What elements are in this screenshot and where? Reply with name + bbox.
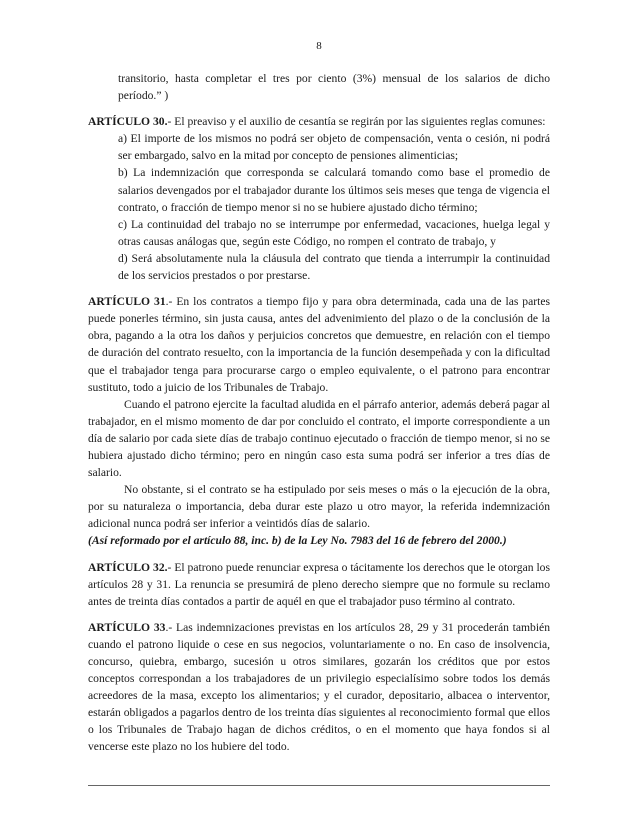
article-31 — [88, 293, 550, 549]
page-body — [88, 70, 550, 756]
article-30-heading: ARTÍCULO 30. — [88, 115, 168, 129]
article-31-reform-note: (Así reformado por el artículo 88, inc. b) de la Ley No. 7983 del 16 de febrero del 2000.) — [88, 534, 507, 548]
article-33-text: ARTÍCULO 33.- Las indemnizaciones previstas en los artículos 28, 29 y 31 procederán también cuando el patrono liquide o cese en sus negocios, voluntariamente o no. En caso de insolvencia, concurso, quiebra, embargo, sucesión u otros similares, gozarán los créditos que por estos conceptos correspondan a los trabajadores de un privilegio especialísimo sobre todos los demás acreedores de la masa, excepto los alimentarios; y el curador, depositario, albacea o interventor, estarán obligados a pagarlos dentro de los treinta días siguientes al reconocimiento formal que ellos o los Tribunales de Trabajo hagan de dichos créditos, o en el momento que haya fondos si al vencerse este plazo no los hubiere del todo. — [88, 620, 551, 754]
article-30-intro: ARTÍCULO 30.- El preaviso y el auxilio de cesantía se regirán por las siguientes reglas comunes: — [88, 115, 546, 129]
article-32-heading: ARTÍCULO 32. — [88, 560, 168, 574]
article-33-heading: ARTÍCULO 33 — [88, 620, 166, 634]
article-32-text: ARTÍCULO 32.- El patrono puede renunciar expresa o tácitamente los derechos que le otorgan los artículos 28 y 31. La renuncia se presumirá de pleno derecho siempre que no formule su reclamo antes de treinta días contados a partir de aquél en que el trabajador puso término al contrato. — [88, 560, 550, 608]
article-32 — [88, 559, 550, 610]
article-31-paragraph-3: No obstante, si el contrato se ha estipulado por seis meses o más o la ejecución de la obra, por su naturaleza o importancia, deba durar este plazo u otro mayor, la referida indemnización adicional nunca podrá ser inferior a veintidós días de salario. — [88, 483, 550, 531]
page-number: 8 — [316, 40, 322, 52]
article-30-item-d: d) Será absolutamente nula la cláusula del contrato que tienda a interrumpir la continuidad de los servicios prestados o por prestarse. — [118, 251, 550, 283]
article-30 — [88, 113, 550, 284]
article-31-heading: ARTÍCULO 31 — [88, 295, 166, 309]
article-30-item-b: b) La indemnización que corresponda se calculará tomando como base el promedio de salarios devengados por el trabajador durante los últimos seis meses que tenga de vigencia el contrato, o fracción de tiempo menor si no se hubiere ajustado dicho término; — [118, 166, 550, 214]
footer-rule — [88, 785, 550, 786]
article-31-paragraph-2: Cuando el patrono ejercite la facultad aludida en el párrafo anterior, además deberá pagar al trabajador, en el mismo momento de dar por concluido el contrato, el importe correspondiente a un día de salario por cada siete días de trabajo continuo ejecutado o fracción de tiempo menor, si no se hubiera ajustado dicho término; pero en ningún caso esta suma podrá ser inferior a tres días de salario. — [88, 397, 550, 480]
article-30-item-a: a) El importe de los mismos no podrá ser objeto de compensación, venta o cesión, ni podrá ser embargado, salvo en la mitad por concepto de pensiones alimenticias; — [118, 132, 550, 163]
continuation-text: transitorio, hasta completar el tres por ciento (3%) mensual de los salarios de dicho período.” ) — [118, 72, 550, 103]
article-33 — [88, 619, 550, 756]
article-30-item-c: c) La continuidad del trabajo no se interrumpe por enfermedad, vacaciones, huelga legal y otras causas análogas que, según este Código, no rompen el contrato de trabajo, y — [118, 217, 550, 248]
article-31-paragraph-1: ARTÍCULO 31.- En los contratos a tiempo fijo y para obra determinada, cada una de las partes puede ponerles término, sin justa causa, antes del advenimiento del plazo o de la conclusión de la obra, pagando a la otra los daños y perjuicios concretos que demuestre, en relación con el tiempo de duración del contrato resuelto, con la importancia de la función desempeñada y con la dificultad que el trabajador tenga para procurarse cargo o empleo equivalente, o el patrono para encontrar sustituto, todo a juicio de los Tribunales de Trabajo. — [88, 295, 550, 394]
